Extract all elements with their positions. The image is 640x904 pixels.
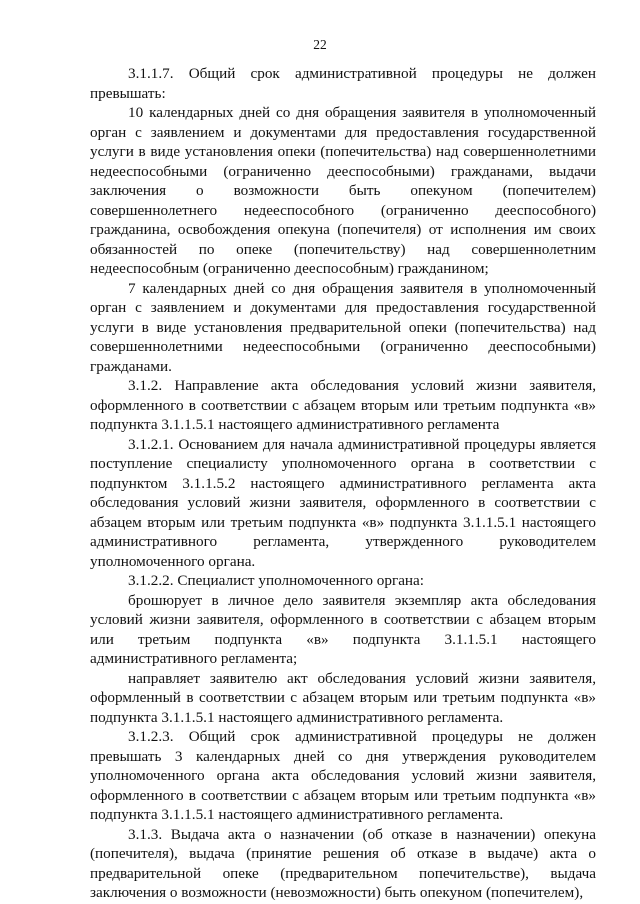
page-number: 22	[313, 37, 327, 52]
paragraph-sends-act: направляет заявителю акт обследования условий жизни заявителя, оформленный в соответствии с абзацем вторым или третьим подпункта «в» подпункта 3.1.1.5.1 настоящего административного регламента.	[90, 669, 596, 726]
document-body	[90, 64, 596, 903]
paragraph-3-1-2-1: 3.1.2.1. Основанием для начала административной процедуры является поступление специалисту уполномоченного органа в соответствии с подпунктом 3.1.1.5.2 настоящего административного регламента акта обследования условий жизни заявителя, оформленного в соответствии с абзацем вторым или третьим подпункта «в» подпункта 3.1.1.5.1 настоящего административного регламента, утвержденного руководителем уполномоченного органа.	[90, 435, 596, 570]
paragraph-3-1-2-2: 3.1.2.2. Специалист уполномоченного органа:	[128, 572, 425, 589]
section-heading-3-1-3: 3.1.3. Выдача акта о назначении (об отказе в назначении) опекуна (попечителя), выдача (принятие решения об отказе в выдаче) акта о предварительной опеке (предварительном попечительстве), выдача заключения о возможности (невозможности) быть опекуном (попечителем),	[90, 825, 596, 901]
section-heading-3-1-2: 3.1.2. Направление акта обследования условий жизни заявителя, оформленного в соответствии с абзацем вторым или третьим подпункта «в» подпункта 3.1.1.5.1 настоящего административного регламента	[90, 377, 596, 433]
paragraph-3-1-1-7: 3.1.1.7. Общий срок административной процедуры не должен превышать:	[90, 65, 596, 102]
paragraph-brochures-act: брошюрует в личное дело заявителя экземпляр акта обследования условий жизни заявителя, оформленного в соответствии с абзацем вторым или третьим подпункта «в» подпункта 3.1.1.5.1 настоящего административного регламента;	[90, 591, 596, 667]
paragraph-3-1-2-3: 3.1.2.3. Общий срок административной процедуры не должен превышать 3 календарных дней со дня утверждения руководителем уполномоченного органа акта обследования условий жизни заявителя, оформленного в соответствии с абзацем вторым или третьим подпункта «в» подпункта 3.1.1.5.1 настоящего административного регламента.	[90, 728, 596, 823]
paragraph-10-days-term: 10 календарных дней со дня обращения заявителя в уполномоченный орган с заявлением и документами для предоставления государственной услуги в виде установления опеки (попечительства) над совершеннолетними недееспособными (ограниченно дееспособными) гражданами, выдачи заключения о возможности быть опекуном (попечителем) совершеннолетнего недееспособного (ограниченно дееспособного) гражданина, освобождения опекуна (попечителя) от исполнения им своих обязанностей по опеке (попечительству) над совершеннолетним недееспособным (ограниченно дееспособным) гражданином;	[90, 104, 596, 277]
paragraph-7-days-term: 7 календарных дней со дня обращения заявителя в уполномоченный орган с заявлением и документами для предоставления государственной услуги в виде установления предварительной опеки (попечительства) над совершеннолетними недееспособными (ограниченно дееспособными) гражданами.	[90, 279, 596, 375]
